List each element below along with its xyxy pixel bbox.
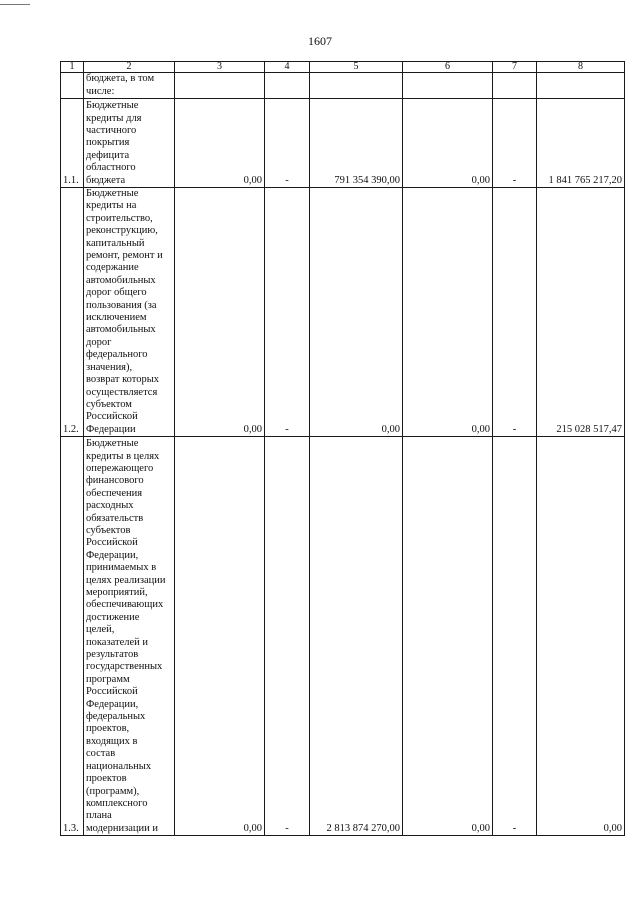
cell-col8: 1 841 765 217,20	[537, 99, 625, 188]
budget-table	[60, 61, 625, 836]
row-number	[61, 73, 84, 99]
cell-col7: -	[493, 437, 537, 836]
cell-col8: 0,00	[537, 437, 625, 836]
cell-col3: 0,00	[175, 99, 265, 188]
row-name-text: Бюджетные кредиты на строительство, реконструкцию, капитальный ремонт, ремонт и содержание автомобильных дорог общего пользования (за исключением автомобильных дорог федерального значения), возврат которых осуществляется субъектом Российской Федерации	[86, 188, 163, 435]
row-name	[84, 73, 175, 99]
row-name	[84, 188, 175, 437]
top-rule	[0, 4, 30, 5]
row-name-text: Бюджетные кредиты для частичного покрытия дефицита областного бюджета	[86, 100, 142, 186]
table-row	[61, 188, 625, 437]
cell-col6	[403, 73, 493, 99]
cell-col5	[310, 73, 403, 99]
cell-col5: 791 354 390,00	[310, 99, 403, 188]
cell-col6: 0,00	[403, 188, 493, 437]
row-number: 1.2.	[61, 188, 84, 437]
cell-col6: 0,00	[403, 437, 493, 836]
cell-col4: -	[265, 437, 310, 836]
row-name	[84, 99, 175, 188]
table-row	[61, 437, 625, 836]
cell-col3: 0,00	[175, 437, 265, 836]
row-name-text: Бюджетные кредиты в целях опережающего финансового обеспечения расходных обязательств субъектов Российской Федерации, принимаемых в целях реализации мероприятий, обеспечивающих достижение целей, показателей и результатов государственных программ Российской Федерации, федеральных проектов, входящих в состав национальных проектов (программ), комплексного плана модернизации и	[86, 438, 166, 834]
header-cell: 4	[265, 62, 310, 73]
header-row	[61, 62, 625, 73]
header-cell: 3	[175, 62, 265, 73]
cell-col4	[265, 73, 310, 99]
cell-col7: -	[493, 188, 537, 437]
header-cell: 8	[537, 62, 625, 73]
page-number: 1607	[308, 34, 332, 48]
cell-col8	[537, 73, 625, 99]
cell-col4: -	[265, 188, 310, 437]
cell-col4: -	[265, 99, 310, 188]
cell-col7: -	[493, 99, 537, 188]
table-row	[61, 73, 625, 99]
cell-col6: 0,00	[403, 99, 493, 188]
header-cell: 5	[310, 62, 403, 73]
table-row	[61, 99, 625, 188]
header-cell: 6	[403, 62, 493, 73]
row-name-text: бюджета, в том числе:	[86, 73, 155, 97]
cell-col7	[493, 73, 537, 99]
row-number: 1.3.	[61, 437, 84, 836]
cell-col3	[175, 73, 265, 99]
cell-col8: 215 028 517,47	[537, 188, 625, 437]
header-cell: 1	[61, 62, 84, 73]
header-cell: 2	[84, 62, 175, 73]
cell-col5: 2 813 874 270,00	[310, 437, 403, 836]
row-number: 1.1.	[61, 99, 84, 188]
row-name	[84, 437, 175, 836]
header-cell: 7	[493, 62, 537, 73]
cell-col3: 0,00	[175, 188, 265, 437]
cell-col5: 0,00	[310, 188, 403, 437]
